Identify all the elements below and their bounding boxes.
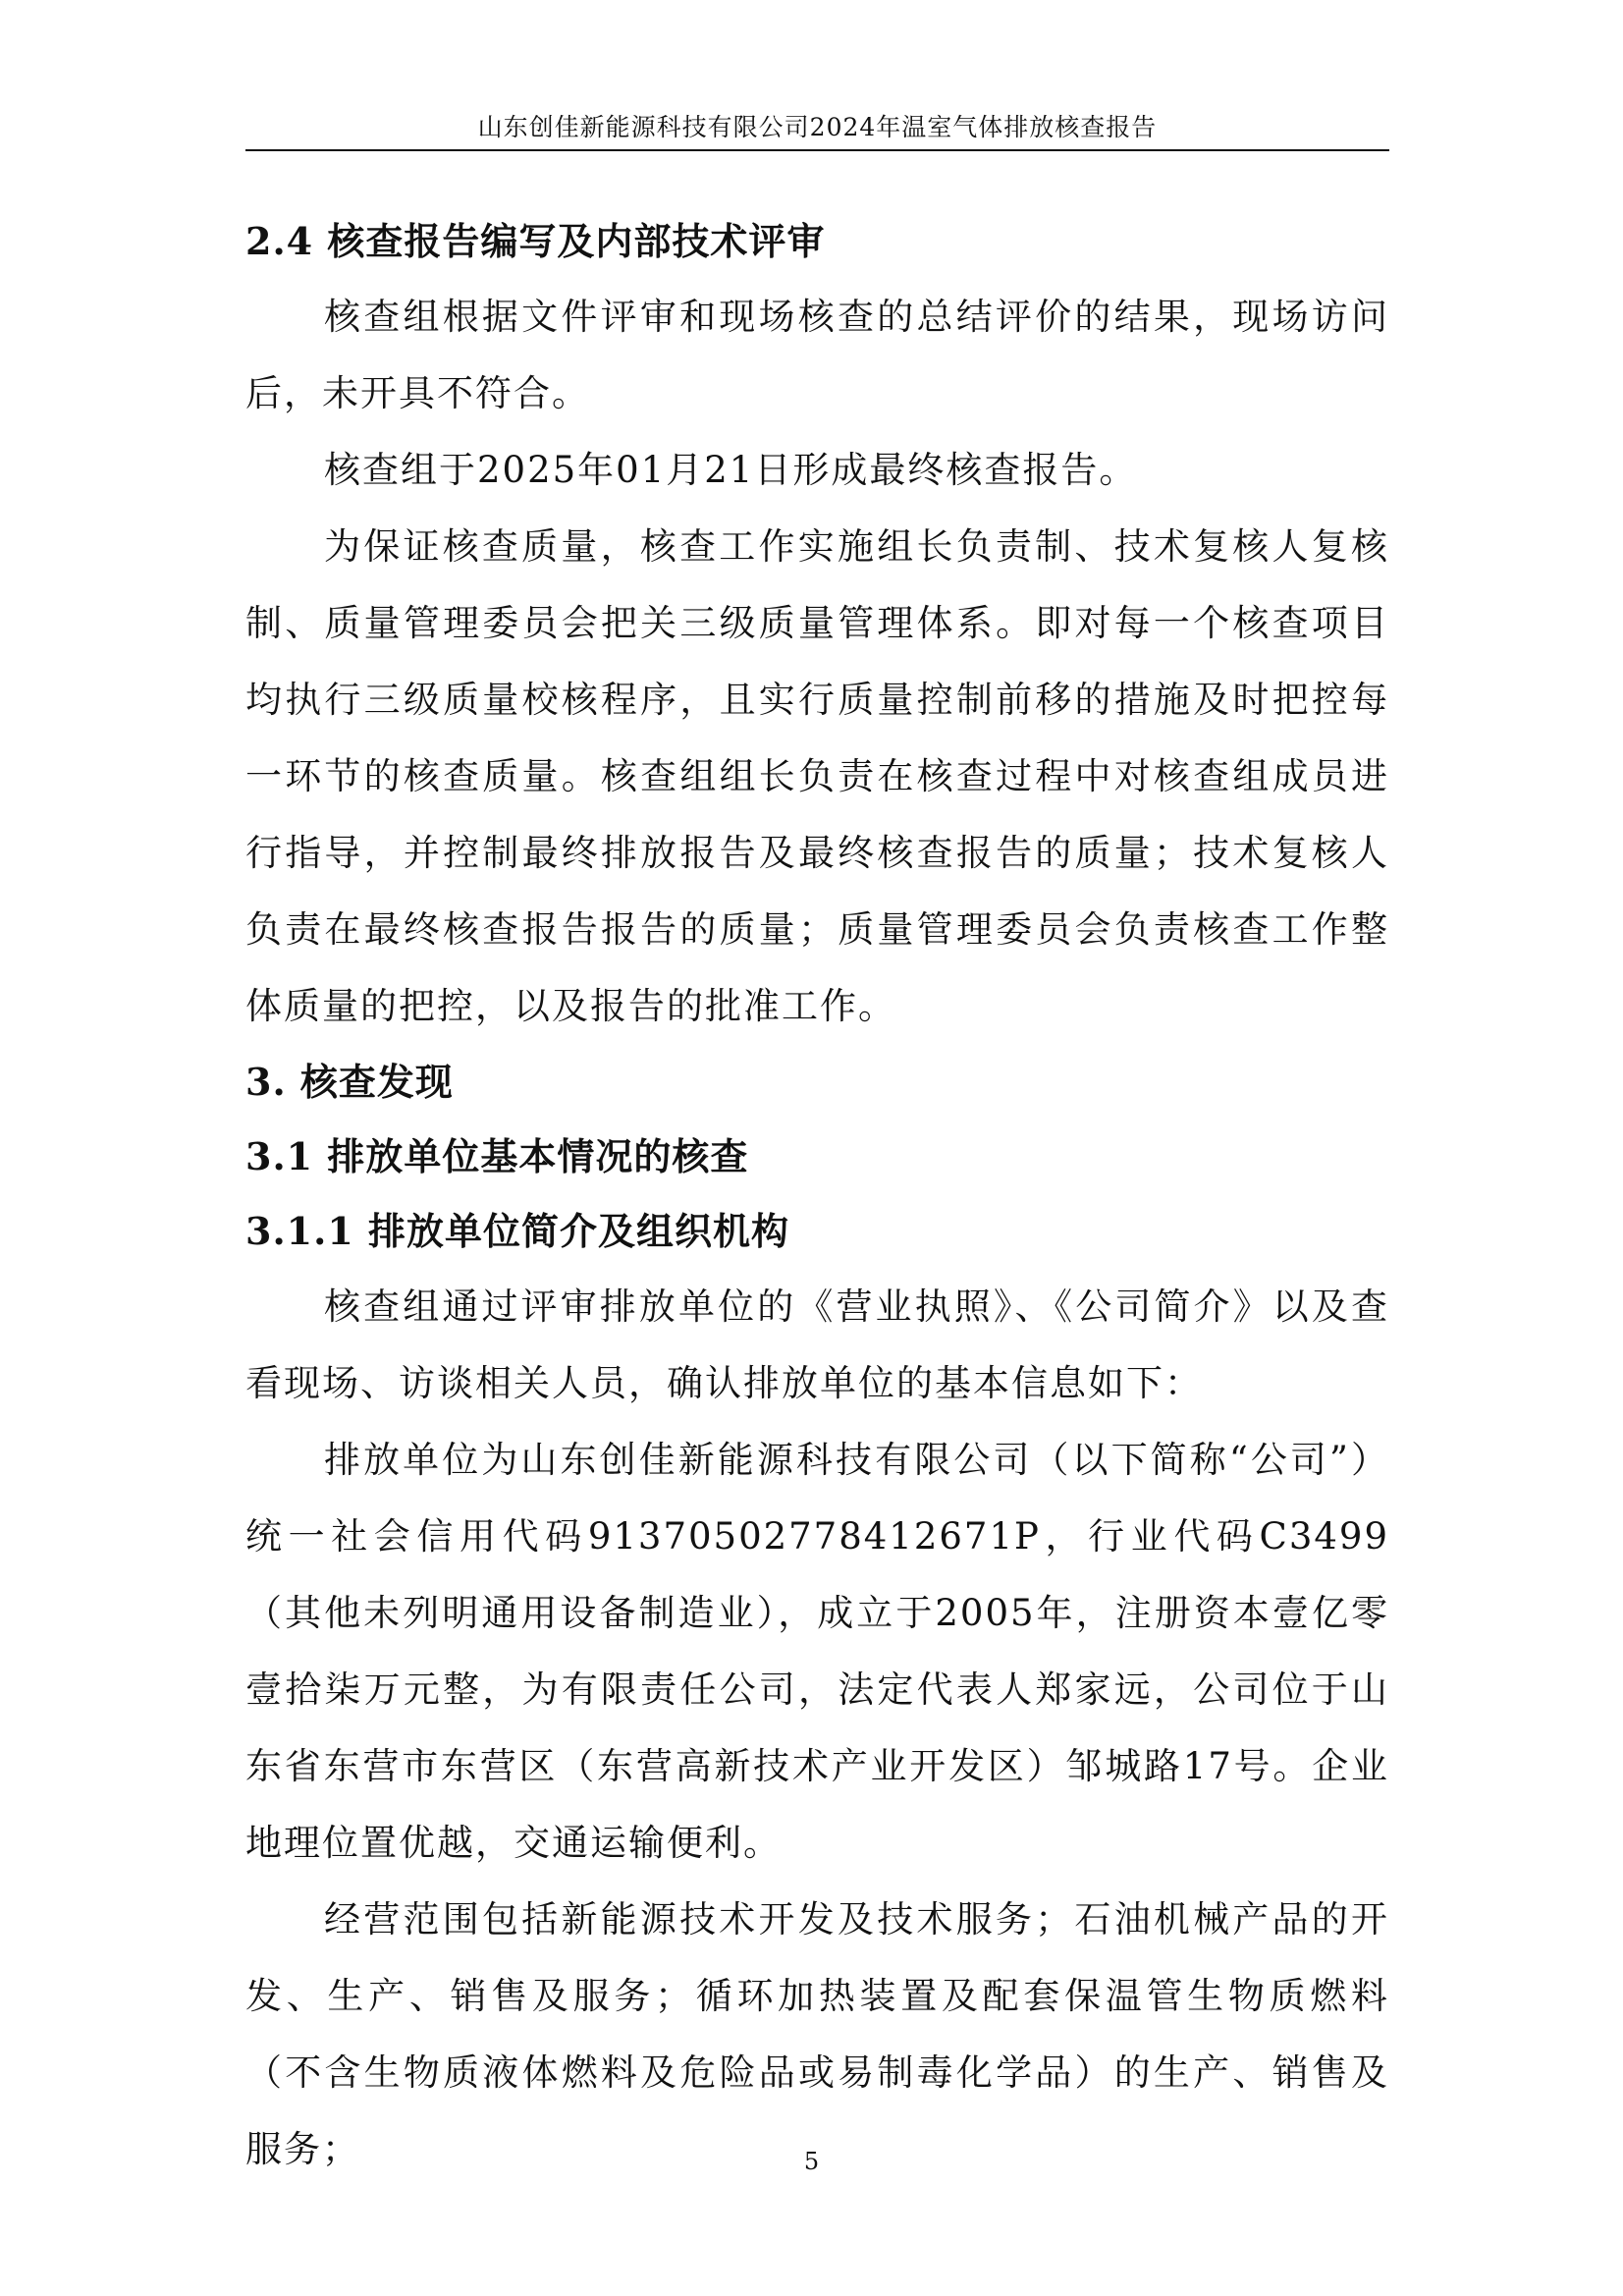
header-divider: [245, 149, 1389, 151]
paragraph: 核查组根据文件评审和现场核查的总结评价的结果，现场访问后，未开具不符合。: [245, 296, 1389, 414]
paragraph: 经营范围包括新能源技术开发及技术服务；石油机械产品的开发、生产、销售及服务；循环加热装置及配套保温管生物质燃料（不含生物质液体燃料及危险品或易制毒化学品）的生产、销售及服务；: [245, 1898, 1389, 2170]
section-heading-2-4: 2.4 核查报告编写及内部技术评审: [245, 219, 826, 263]
paragraph: 为保证核查质量，核查工作实施组长负责制、技术复核人复核制、质量管理委员会把关三级质量管理体系。即对每一个核查项目均执行三级质量校核程序，且实行质量控制前移的措施及时把控每一环节的核查质量。核查组组长负责在核查过程中对核查组成员进行指导，并控制最终排放报告及最终核查报告的质量；技术复核人负责在最终核查报告报告的质量；质量管理委员会负责核查工作整体质量的把控，以及报告的批准工作。: [245, 525, 1389, 1027]
section-heading-3-1-1: 3.1.1 排放单位简介及组织机构: [245, 1209, 790, 1253]
section-heading-3-1: 3.1 排放单位基本情况的核查: [245, 1134, 749, 1178]
page-header: 山东创佳新能源科技有限公司2024年温室气体排放核查报告: [477, 113, 1158, 141]
paragraph: 核查组于2025年01月21日形成最终核查报告。: [324, 449, 1138, 491]
page-number: 5: [803, 2148, 820, 2175]
section-heading-3: 3. 核查发现: [245, 1060, 454, 1104]
paragraph: 核查组通过评审排放单位的《营业执照》、《公司简介》以及查看现场、访谈相关人员，确认排放单位的基本信息如下：: [245, 1285, 1389, 1404]
paragraph: 排放单位为山东创佳新能源科技有限公司（以下简称“公司”）统一社会信用代码91370502778412671P，行业代码C3499（其他未列明通用设备制造业），成立于2005年，注册资本壹亿零壹拾柒万元整，为有限责任公司，法定代表人郑家远，公司位于山东省东营市东营区（东营高新技术产业开发区）邹城路17号。企业地理位置优越，交通运输便利。: [245, 1439, 1389, 1864]
page-body: [245, 204, 1389, 2188]
